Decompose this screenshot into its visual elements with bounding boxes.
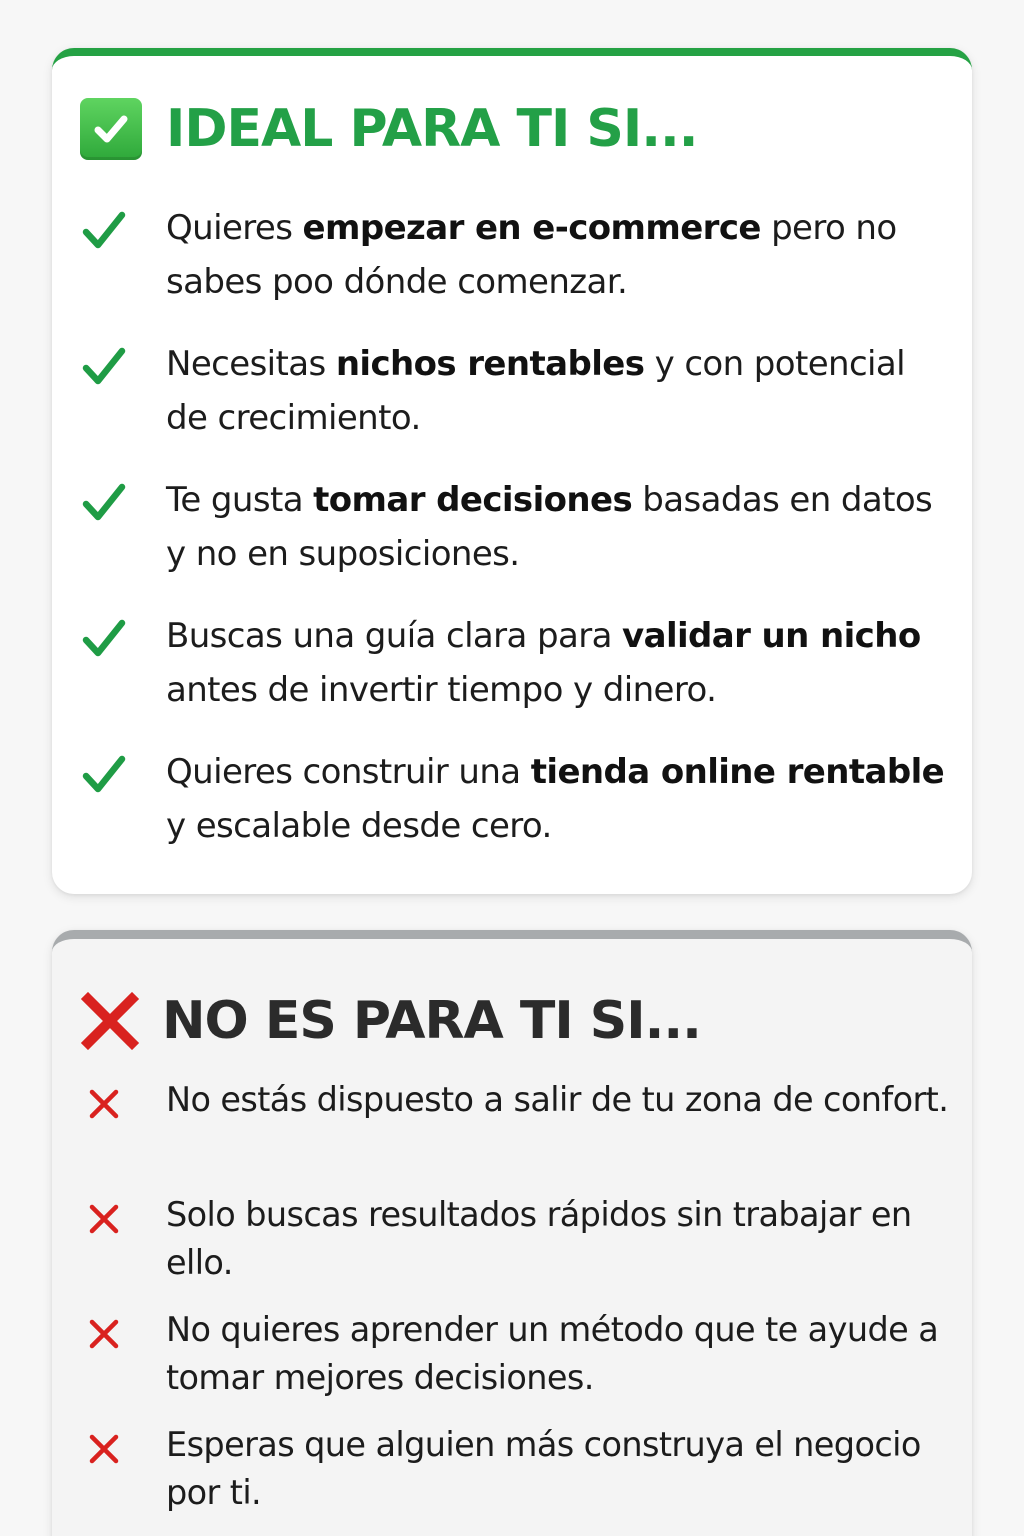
check-icon — [80, 614, 128, 662]
check-box-icon — [80, 98, 142, 160]
not-list-item — [80, 1076, 952, 1191]
ideal-list-item — [80, 473, 952, 609]
not-list-item — [80, 1191, 952, 1306]
not-list-item — [80, 1306, 952, 1421]
not-list — [80, 1076, 952, 1536]
cross-icon — [84, 1314, 124, 1354]
cross-icon — [84, 1199, 124, 1239]
ideal-list — [80, 201, 952, 881]
not-item-text: No quieres aprender un método que te ayude a tomar mejores decisiones. — [166, 1310, 939, 1397]
ideal-item-text: Buscas una guía clara para validar un nicho antes de invertir tiempo y dinero. — [166, 616, 921, 710]
ideal-item-text: Quieres empezar en e-commerce pero no sabes poo dónde comenzar. — [166, 208, 897, 302]
not-card-title: NO ES PARA TI SI... — [162, 991, 701, 1051]
not-for-you-card — [52, 930, 972, 1536]
ideal-list-item — [80, 337, 952, 473]
ideal-item-text: Quieres construir una tienda online rentable y escalable desde cero. — [166, 752, 945, 846]
cross-icon — [80, 991, 140, 1051]
ideal-list-item — [80, 609, 952, 745]
check-icon — [80, 478, 128, 526]
not-item-text: Esperas que alguien más construya el negocio por ti. — [166, 1425, 921, 1512]
cross-icon — [84, 1084, 124, 1124]
not-item-text: No estás dispuesto a salir de tu zona de confort. — [166, 1080, 949, 1119]
check-icon — [80, 750, 128, 798]
ideal-list-item — [80, 745, 952, 881]
ideal-card-title: IDEAL PARA TI SI... — [166, 99, 698, 159]
not-list-item — [80, 1421, 952, 1536]
ideal-item-text: Te gusta tomar decisiones basadas en datos y no en suposiciones. — [166, 480, 933, 574]
ideal-item-text: Necesitas nichos rentables y con potencial de crecimiento. — [166, 344, 905, 438]
not-item-text: Solo buscas resultados rápidos sin trabajar en ello. — [166, 1195, 912, 1282]
check-icon — [80, 206, 128, 254]
not-card-header — [80, 991, 701, 1051]
cross-icon — [84, 1429, 124, 1469]
check-icon — [80, 342, 128, 390]
ideal-card-header — [80, 98, 697, 160]
ideal-for-you-card — [52, 48, 972, 894]
ideal-list-item — [80, 201, 952, 337]
